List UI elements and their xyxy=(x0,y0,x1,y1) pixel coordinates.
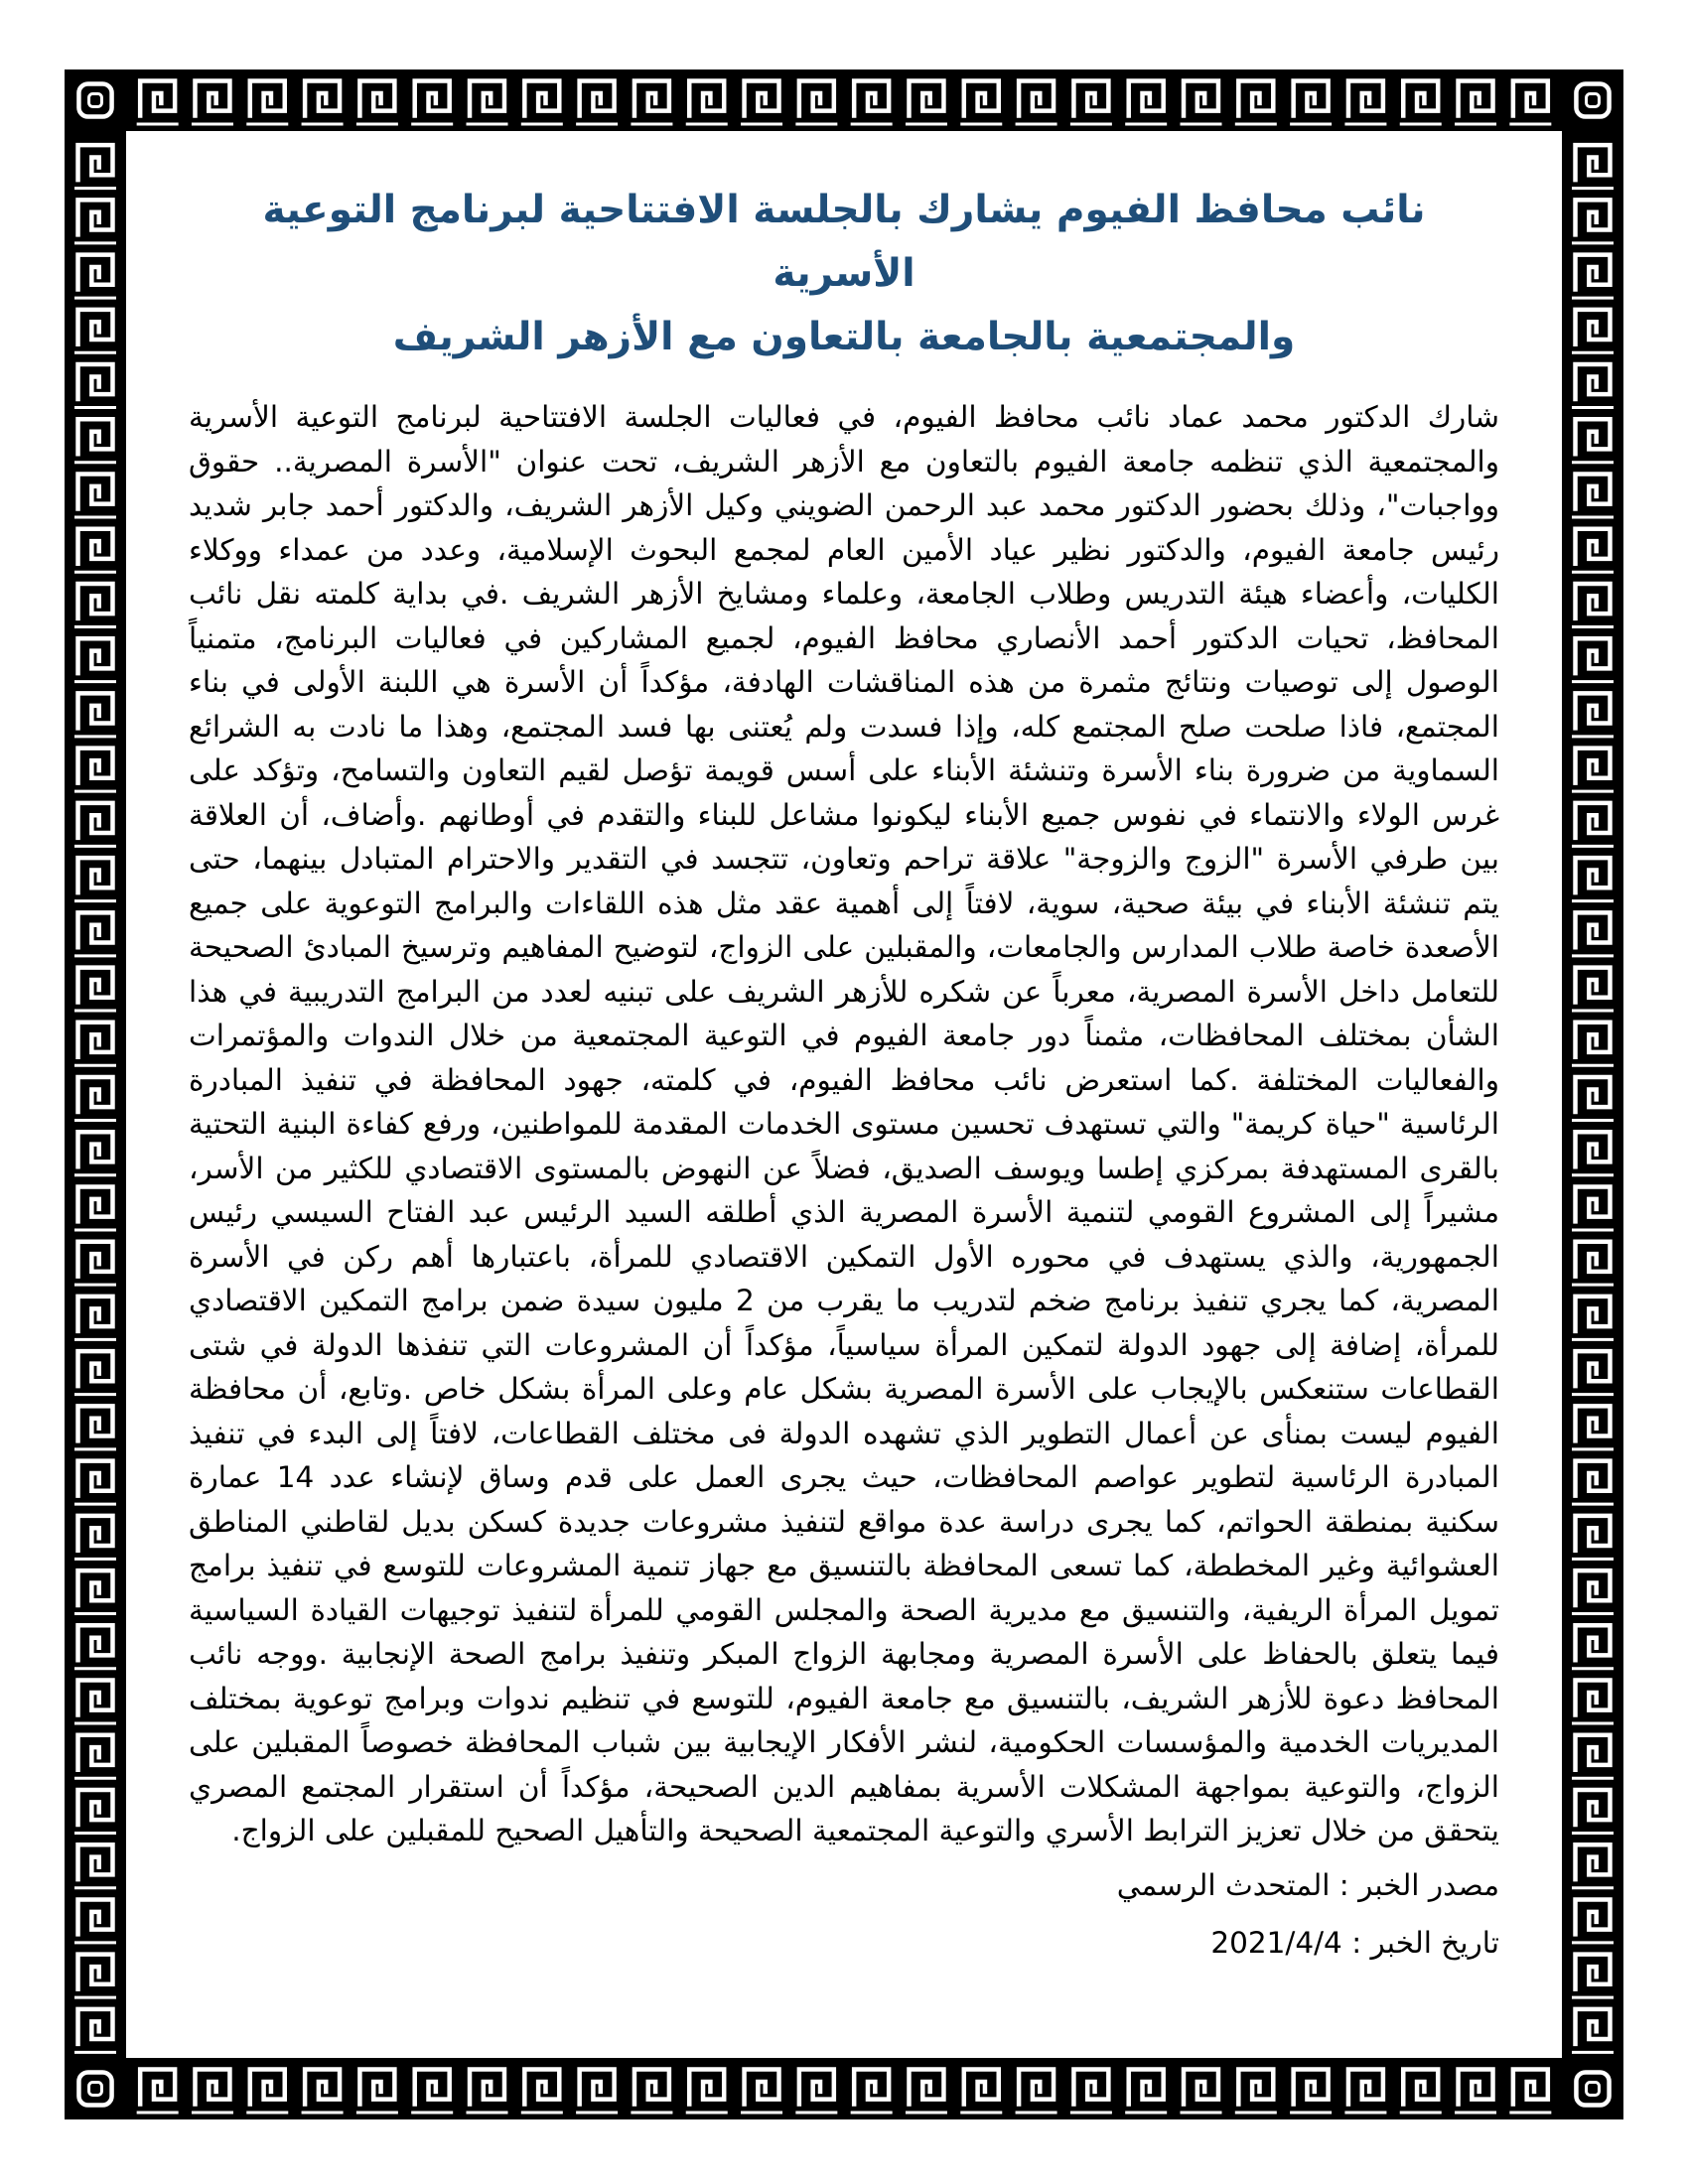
greek-key-corner-dot xyxy=(1587,2083,1600,2096)
news-source-label: مصدر الخبر : xyxy=(1338,1867,1499,1902)
greek-key-corner-dot xyxy=(1587,94,1600,107)
greek-key-corner-dot xyxy=(89,2083,102,2096)
article-body: شارك الدكتور محمد عماد نائب محافظ الفيوم، في فعاليات الجلسة الافتتاحية لبرنامج التوعية الأسرية والمجتمعية الذي تنظمه جامعة الفيوم بالتعاون مع الأزهر الشريف، تحت عنوان "الأسرة المصرية.. حقوق وواجبات"، وذلك بحضور الدكتور محمد عبد الرحمن الضويني وكيل الأزهر الشريف، والدكتور أحمد جابر شديد رئيس جامعة الفيوم، والدكتور نظير عياد الأمين العام لمجمع البحوث الإسلامية، وعدد من عمداء ووكلاء الكليات، وأعضاء هيئة التدريس وطلاب الجامعة، وعلماء ومشايخ الأزهر الشريف .في بداية كلمته نقل نائب المحافظ، تحيات الدكتور أحمد الأنصاري محافظ الفيوم، لجميع المشاركين في فعاليات البرنامج، متمنياً الوصول إلى توصيات ونتائج مثمرة من هذه المناقشات الهادفة، مؤكداً أن الأسرة هي اللبنة الأولى في بناء المجتمع، فاذا صلحت صلح المجتمع كله، وإذا فسدت ولم يُعتنى بها فسد المجتمع، وهذا ما نادت به الشرائع السماوية من ضرورة بناء الأسرة وتنشئة الأبناء على أسس قويمة تؤصل لقيم التعاون والتسامح، وتؤكد على غرس الولاء والانتماء في نفوس جميع الأبناء ليكونوا مشاعل للبناء والتقدم في أوطانهم .وأضاف، أن العلاقة بين طرفي الأسرة "الزوج والزوجة" علاقة تراحم وتعاون، تتجسد في التقدير والاحترام المتبادل بينهما، حتى يتم تنشئة الأبناء في بيئة صحية، سوية، لافتاً إلى أهمية عقد مثل هذه اللقاءات والبرامج التوعوية على جميع الأصعدة خاصة طلاب المدارس والجامعات، والمقبلين على الزواج، لتوضيح المفاهيم وترسيخ المبادئ الصحيحة للتعامل داخل الأسرة المصرية، معرباً عن شكره للأزهر الشريف على تبنيه لعدد من البرامج التدريبية في هذا الشأن بمختلف المحافظات، مثمناً دور جامعة الفيوم في التوعية المجتمعية من خلال الندوات والمؤتمرات والفعاليات المختلفة .كما استعرض نائب محافظ الفيوم، في كلمته، جهود المحافظة في تنفيذ المبادرة الرئاسية "حياة كريمة" والتي تستهدف تحسين مستوى الخدمات المقدمة للمواطنين، ورفع كفاءة البنية التحتية بالقرى المستهدفة بمركزي إطسا ويوسف الصديق، فضلاً عن النهوض بالمستوى الاقتصادي للكثير من الأسر، مشيراً إلى المشروع القومي لتنمية الأسرة المصرية الذي أطلقه السيد الرئيس عبد الفتاح السيسي رئيس الجمهورية، والذي يستهدف في محوره الأول التمكين الاقتصادي للمرأة، باعتبارها أهم ركن في الأسرة المصرية، كما يجري تنفيذ برنامج ضخم لتدريب ما يقرب من 2 مليون سيدة ضمن برامج التمكين الاقتصادي للمرأة، إضافة إلى جهود الدولة لتمكين المرأة سياسياً، مؤكداً أن المشروعات التي تنفذها الدولة في شتى القطاعات ستنعكس بالإيجاب على الأسرة المصرية بشكل عام وعلى المرأة بشكل خاص .وتابع، أن محافظة الفيوم ليست بمنأى عن أعمال التطوير الذي تشهده الدولة فى مختلف القطاعات، لافتاً إلى البدء في تنفيذ المبادرة الرئاسية لتطوير عواصم المحافظات، حيث يجرى العمل على قدم وساق لإنشاء عدد 14 عمارة سكنية بمنطقة الحواتم، كما يجرى دراسة عدة مواقع لتنفيذ مشروعات جديدة كسكن بديل لقاطني المناطق العشوائية وغير المخططة، كما تسعى المحافظة بالتنسيق مع جهاز تنمية المشروعات للتوسع في تنفيذ برامج تمويل المرأة الريفية، والتنسيق مع مديرية الصحة والمجلس القومي للمرأة لتنفيذ توجيهات القيادة السياسية فيما يتعلق بالحفاظ على الأسرة المصرية ومجابهة الزواج المبكر وتنفيذ برامج الصحة الإنجابية .ووجه نائب المحافظ دعوة للأزهر الشريف، بالتنسيق مع جامعة الفيوم، للتوسع في تنظيم ندوات وبرامج توعوية بمختلف المديريات الخدمية والمؤسسات الحكومية، لنشر الأفكار الإيجابية بين شباب المحافظة خصوصاً المقبلين على الزواج، والتوعية بمواجهة المشكلات الأسرية بمفاهيم الدين الصحيحة، مؤكداً أن استقرار المجتمع المصري يتحقق من خلال تعزيز الترابط الأسري والتوعية المجتمعية الصحيحة والتأهيل الصحيح للمقبلين على الزواج. xyxy=(189,400,1499,1847)
news-source-value: المتحدث الرسمي xyxy=(1116,1867,1331,1902)
news-date xyxy=(189,1921,1499,1965)
article-title-line-2: والمجتمعية بالجامعة بالتعاون مع الأزهر الشريف xyxy=(392,315,1296,359)
greek-key-corner-dot xyxy=(89,94,102,107)
news-source xyxy=(189,1863,1499,1907)
document-content xyxy=(189,179,1499,1985)
article-title xyxy=(189,179,1499,369)
article-title-line-1: نائب محافظ الفيوم يشارك بالجلسة الافتتاحية لبرنامج التوعية الأسرية xyxy=(262,188,1426,296)
news-date-label: تاريخ الخبر : xyxy=(1351,1925,1499,1960)
news-date-value: 2021/4/4 xyxy=(1210,1925,1342,1960)
